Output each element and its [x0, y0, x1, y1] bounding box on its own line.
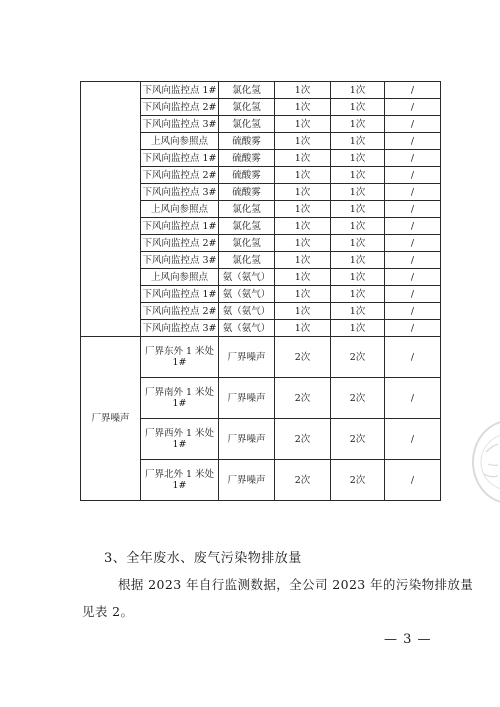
frequency-cell: 1次 — [275, 201, 331, 218]
monitor-point: 上风向参照点 — [141, 133, 219, 150]
group-cell-air — [81, 82, 141, 337]
frequency-cell: 1次 — [275, 218, 331, 235]
frequency-cell: 1次 — [275, 99, 331, 116]
frequency-cell: 1次 — [331, 133, 385, 150]
monitor-item: 氨（氨气） — [219, 303, 275, 320]
monitor-item: 氨（氨气） — [219, 320, 275, 337]
frequency-cell: 1次 — [275, 252, 331, 269]
frequency-cell: 1次 — [331, 201, 385, 218]
note-cell: / — [385, 133, 441, 150]
monitor-item: 氯化氢 — [219, 201, 275, 218]
monitor-item: 硫酸雾 — [219, 167, 275, 184]
frequency-cell: 1次 — [275, 235, 331, 252]
monitor-point-line: 1# — [172, 439, 187, 450]
frequency-cell: 1次 — [331, 320, 385, 337]
frequency-cell: 1次 — [275, 320, 331, 337]
monitor-point: 下风向监控点 2# — [141, 303, 219, 320]
monitor-point: 下风向监控点 3# — [141, 320, 219, 337]
frequency-cell: 2次 — [275, 419, 331, 460]
monitor-point-line: 厂界南外 1 米处 — [144, 387, 215, 398]
note-cell: / — [385, 460, 441, 501]
table-row — [81, 82, 441, 99]
monitor-point: 下风向监控点 3# — [141, 184, 219, 201]
frequency-cell: 2次 — [275, 337, 331, 378]
note-cell: / — [385, 99, 441, 116]
group-cell-noise: 厂界噪声 — [81, 337, 141, 501]
monitor-item: 厂界噪声 — [219, 419, 275, 460]
monitor-item: 硫酸雾 — [219, 150, 275, 167]
monitor-item: 氯化氢 — [219, 116, 275, 133]
monitor-item: 氯化氢 — [219, 252, 275, 269]
note-cell: / — [385, 235, 441, 252]
monitor-item: 氯化氢 — [219, 99, 275, 116]
monitor-point: 下风向监控点 2# — [141, 167, 219, 184]
monitor-point: 上风向参照点 — [141, 201, 219, 218]
monitor-item: 硫酸雾 — [219, 133, 275, 150]
monitor-item: 氨（氨气） — [219, 269, 275, 286]
frequency-cell: 1次 — [275, 269, 331, 286]
frequency-cell: 1次 — [331, 184, 385, 201]
note-cell: / — [385, 378, 441, 419]
monitor-point: 下风向监控点 2# — [141, 235, 219, 252]
frequency-cell: 1次 — [331, 303, 385, 320]
note-cell: / — [385, 116, 441, 133]
frequency-cell: 1次 — [275, 116, 331, 133]
monitor-point — [141, 460, 219, 501]
note-cell: / — [385, 218, 441, 235]
monitor-point: 下风向监控点 1# — [141, 150, 219, 167]
note-cell: / — [385, 269, 441, 286]
monitor-point: 下风向监控点 3# — [141, 252, 219, 269]
paragraph-line: 见表 2。 — [82, 604, 134, 619]
monitor-item: 氯化氢 — [219, 218, 275, 235]
frequency-cell: 2次 — [275, 378, 331, 419]
monitor-item: 氯化氢 — [219, 235, 275, 252]
seal-stamp — [472, 420, 500, 504]
frequency-cell: 1次 — [331, 150, 385, 167]
monitor-item: 厂界噪声 — [219, 378, 275, 419]
frequency-cell: 1次 — [331, 286, 385, 303]
monitor-point: 上风向参照点 — [141, 269, 219, 286]
monitor-item: 氯化氢 — [219, 82, 275, 99]
note-cell: / — [385, 201, 441, 218]
note-cell: / — [385, 167, 441, 184]
frequency-cell: 1次 — [275, 286, 331, 303]
note-cell: / — [385, 252, 441, 269]
note-cell: / — [385, 184, 441, 201]
frequency-cell: 1次 — [331, 116, 385, 133]
monitor-point: 下风向监控点 2# — [141, 99, 219, 116]
monitor-point: 下风向监控点 1# — [141, 218, 219, 235]
note-cell: / — [385, 303, 441, 320]
note-cell: / — [385, 320, 441, 337]
monitor-item: 硫酸雾 — [219, 184, 275, 201]
frequency-cell: 1次 — [331, 99, 385, 116]
frequency-cell: 1次 — [331, 235, 385, 252]
page-number: — 3 — — [384, 632, 432, 647]
monitor-point — [141, 419, 219, 460]
monitor-point-line: 1# — [172, 357, 187, 368]
frequency-cell: 2次 — [275, 460, 331, 501]
monitor-item: 厂界噪声 — [219, 460, 275, 501]
monitoring-table — [80, 81, 441, 501]
monitor-item: 氨（氨气） — [219, 286, 275, 303]
monitor-point-line: 1# — [172, 398, 187, 409]
frequency-cell: 1次 — [331, 252, 385, 269]
frequency-cell: 1次 — [331, 167, 385, 184]
frequency-cell: 1次 — [275, 303, 331, 320]
monitor-point — [141, 378, 219, 419]
note-cell: / — [385, 150, 441, 167]
note-cell: / — [385, 337, 441, 378]
frequency-cell: 1次 — [331, 269, 385, 286]
monitor-point-line: 1# — [172, 480, 187, 491]
frequency-cell: 1次 — [331, 82, 385, 99]
table-row — [81, 337, 441, 378]
monitor-point-line: 厂界东外 1 米处 — [144, 346, 215, 357]
frequency-cell: 1次 — [275, 167, 331, 184]
monitor-item: 厂界噪声 — [219, 337, 275, 378]
frequency-cell: 2次 — [331, 378, 385, 419]
frequency-cell: 2次 — [331, 419, 385, 460]
frequency-cell: 1次 — [275, 184, 331, 201]
section-heading: 3、全年废水、废气污染物排放量 — [104, 551, 302, 566]
frequency-cell: 1次 — [331, 218, 385, 235]
frequency-cell: 1次 — [275, 133, 331, 150]
frequency-cell: 2次 — [331, 460, 385, 501]
paragraph-line: 根据 2023 年自行监测数据，全公司 2023 年的污染物排放量 — [118, 577, 474, 592]
frequency-cell: 2次 — [331, 337, 385, 378]
monitor-point: 下风向监控点 1# — [141, 286, 219, 303]
frequency-cell: 1次 — [275, 150, 331, 167]
monitor-point: 下风向监控点 3# — [141, 116, 219, 133]
monitor-point — [141, 337, 219, 378]
note-cell: / — [385, 82, 441, 99]
note-cell: / — [385, 419, 441, 460]
monitor-point-line: 厂界西外 1 米处 — [144, 428, 215, 439]
frequency-cell: 1次 — [275, 82, 331, 99]
note-cell: / — [385, 286, 441, 303]
monitor-point: 下风向监控点 1# — [141, 82, 219, 99]
monitor-point-line: 厂界北外 1 米处 — [144, 469, 215, 480]
